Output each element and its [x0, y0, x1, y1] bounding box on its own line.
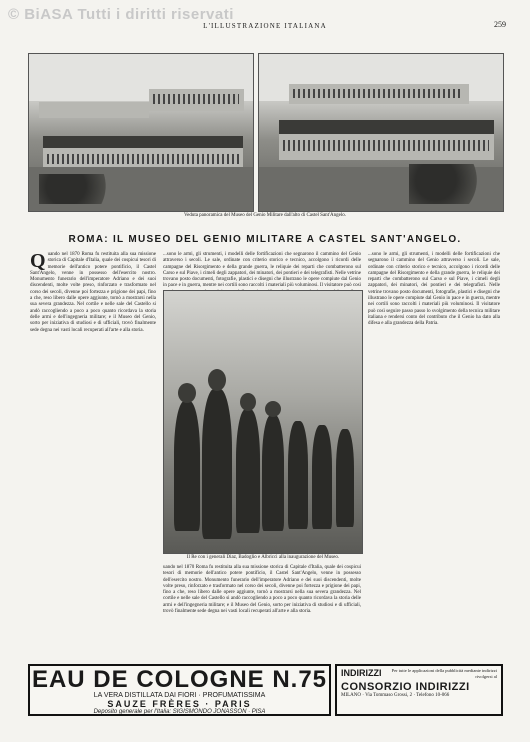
- ad-consorzio: CONSORZIO INDIRIZZI: [341, 681, 470, 693]
- photo-roof: [279, 120, 494, 134]
- figure-officer: [202, 389, 232, 539]
- figure-head: [178, 383, 196, 403]
- text-column-middle-top: [163, 252, 361, 289]
- running-title: L'ILLUSTRAZIONE ITALIANA: [203, 22, 327, 30]
- photo-trees: [409, 164, 499, 204]
- figure-soldier: [288, 421, 308, 529]
- text-column-left: [30, 252, 156, 650]
- column-text: uando nel 1870 Roma fu restituita alla sua missione storica di Capitale d'Italia, quale dei cospicui tesori di memorie dell'antico potere pontificio, il Castel Sant'Angelo, venne in possesso dell'esercito nostro. Monumento funerario dell'imperatore Adriano e dei suoi discendenti, molte volte preso, rinforzato e trasformato nel corso dei secoli, divenne poi fortezza e prigione dei papi, fino a che, reso libero dalle opere aggiunte, tornò a mostrarsi nella sua severa grandezza. Nel cortile e nelle sale del Castello si andò raccogliendo a poco a poco quanto ricordava la storia delle armi e dell'ingegneria militare; e il Museo del Genio, sorto per iniziativa di studiosi e di ufficiali, trovò finalmente sede degna nei vasti locali recuperati all'arte e alla storia.: [163, 565, 361, 615]
- figure-head: [208, 369, 226, 391]
- ad-deposit: Deposito generale per l'Italia: SIGISMONDO JONASSON · PISA: [93, 709, 266, 715]
- page-number: 259: [494, 20, 506, 29]
- figure-officer: [174, 401, 200, 531]
- ad-tagline: LA VERA DISTILLATA DAI FIORI · PROFUMATISSIMA: [93, 692, 266, 699]
- figure-head: [265, 401, 281, 417]
- column-text: ...sono le armi, gli strumenti, i modelli delle fortificazioni che segnarono il cammino del Genio attraverso i secoli. Le sale, ordinate con criterio storico e tecnico, accolgono i ricordi delle campagne del Risorgimento e della grande guerra, le reliquie dei reparti che combatterono sul Carso e sul Piave, i cimeli degli zappatori, dei minatori, dei pontieri e dei telegrafisti. Nelle vetrine trovano posto documenti, fotografie, plastici e disegni che illustrano le opere compiute dal Genio in pace e in guerra, mentre nei cortili sono raccolti i materiali più voluminosi. Il visitatore può così: [163, 252, 361, 289]
- photo-trees: [39, 174, 129, 204]
- figure-soldier: [336, 429, 354, 527]
- photo-barracks-windows: [283, 140, 489, 151]
- figure-head: [240, 393, 256, 411]
- column-text: ...sono le armi, gli strumenti, i modelli delle fortificazioni che segnarono il cammino del Genio attraverso i secoli. Le sale, ordinate con criterio storico e tecnico, accolgono i ricordi delle campagne del Risorgimento e della grande guerra, le reliquie dei reparti che combatterono sul Carso e sul Piave, i cimeli degli zappatori, dei minatori, dei pontieri e dei telegrafisti. Nelle vetrine trovano posto documenti, fotografie, plastici e disegni che illustrano le opere compiute dal Genio in pace e in guerra, mentre nei cortili sono raccolti i materiali più voluminosi. Il visitatore può così seguire passo passo lo svolgimento della tecnica militare italiana e rendersi conto del contributo che il Genio ha dato alla difesa e alla grandezza della Patria.: [368, 252, 500, 327]
- center-photo-caption: Il Re con i generali Diaz, Badoglio e Albricci alla inaugurazione del Museo.: [186, 555, 340, 560]
- ad-eau-de-cologne: [28, 664, 331, 716]
- column-text: uando nel 1870 Roma fu restituita alla sua missione storica di Capitale d'Italia, quale dei cospicui tesori di memorie dell'antico potere pontificio, il Castel Sant'Angelo, venne in possesso dell'esercito nostro. Monumento funerario dell'imperatore Adriano e dei suoi discendenti, molte volte preso, rinforzato e trasformato nel corso dei secoli, divenne poi fortezza e prigione dei papi, fino a che, reso libero dalle opere aggiunte, tornò a mostrarsi nella sua severa grandezza. Nel cortile e nelle sale del Castello si andò raccogliendo a poco a poco quanto ricordava la storia delle armi e dell'ingegneria militare; e il Museo del Genio, sorto per iniziativa di studiosi e di ufficiali, trovò finalmente sede degna nei vasti locali recuperati all'arte e alla storia.: [30, 252, 156, 333]
- watermark: © BiASA Tutti i diritti riservati: [8, 6, 234, 23]
- panorama-photo-left: [28, 53, 254, 212]
- text-column-right: [368, 252, 500, 650]
- ad-small-text: Per tutte le applicazioni della pubblicità mediante indirizzi rivolgersi al: [391, 668, 497, 679]
- photo-windows: [293, 89, 463, 98]
- figure-soldier: [312, 425, 332, 529]
- photo-windows: [153, 94, 239, 104]
- photo-building-mid: [39, 102, 149, 118]
- ad-brand: EAU DE COLOGNE N.75: [31, 666, 328, 693]
- figure-officer: [262, 415, 284, 531]
- photo-roof: [43, 136, 243, 148]
- drop-cap: Q: [30, 250, 46, 272]
- inauguration-photo: [163, 290, 363, 554]
- panorama-photo-right: [258, 53, 504, 212]
- photo-caption: Veduta panoramica del Museo del Genio Militare dall'alto di Castel Sant'Angelo.: [184, 213, 346, 218]
- ad-maker: SAUZE FRÈRES · PARIS: [107, 699, 252, 709]
- ad-consorzio-indirizzi: [335, 664, 503, 716]
- ad-address: MILANO · Via Tommaso Grossi, 2 · Telefono 10-066: [341, 693, 450, 698]
- text-column-middle-bottom: [163, 565, 361, 651]
- figure-officer: [236, 409, 260, 533]
- ad-title: INDIRIZZI: [341, 668, 382, 678]
- photo-barracks-windows: [47, 154, 239, 164]
- article-headline: ROMA: IL MUSEO DEL GENIO MILITARE A CASTEL SANT'ANGELO.: [68, 234, 462, 245]
